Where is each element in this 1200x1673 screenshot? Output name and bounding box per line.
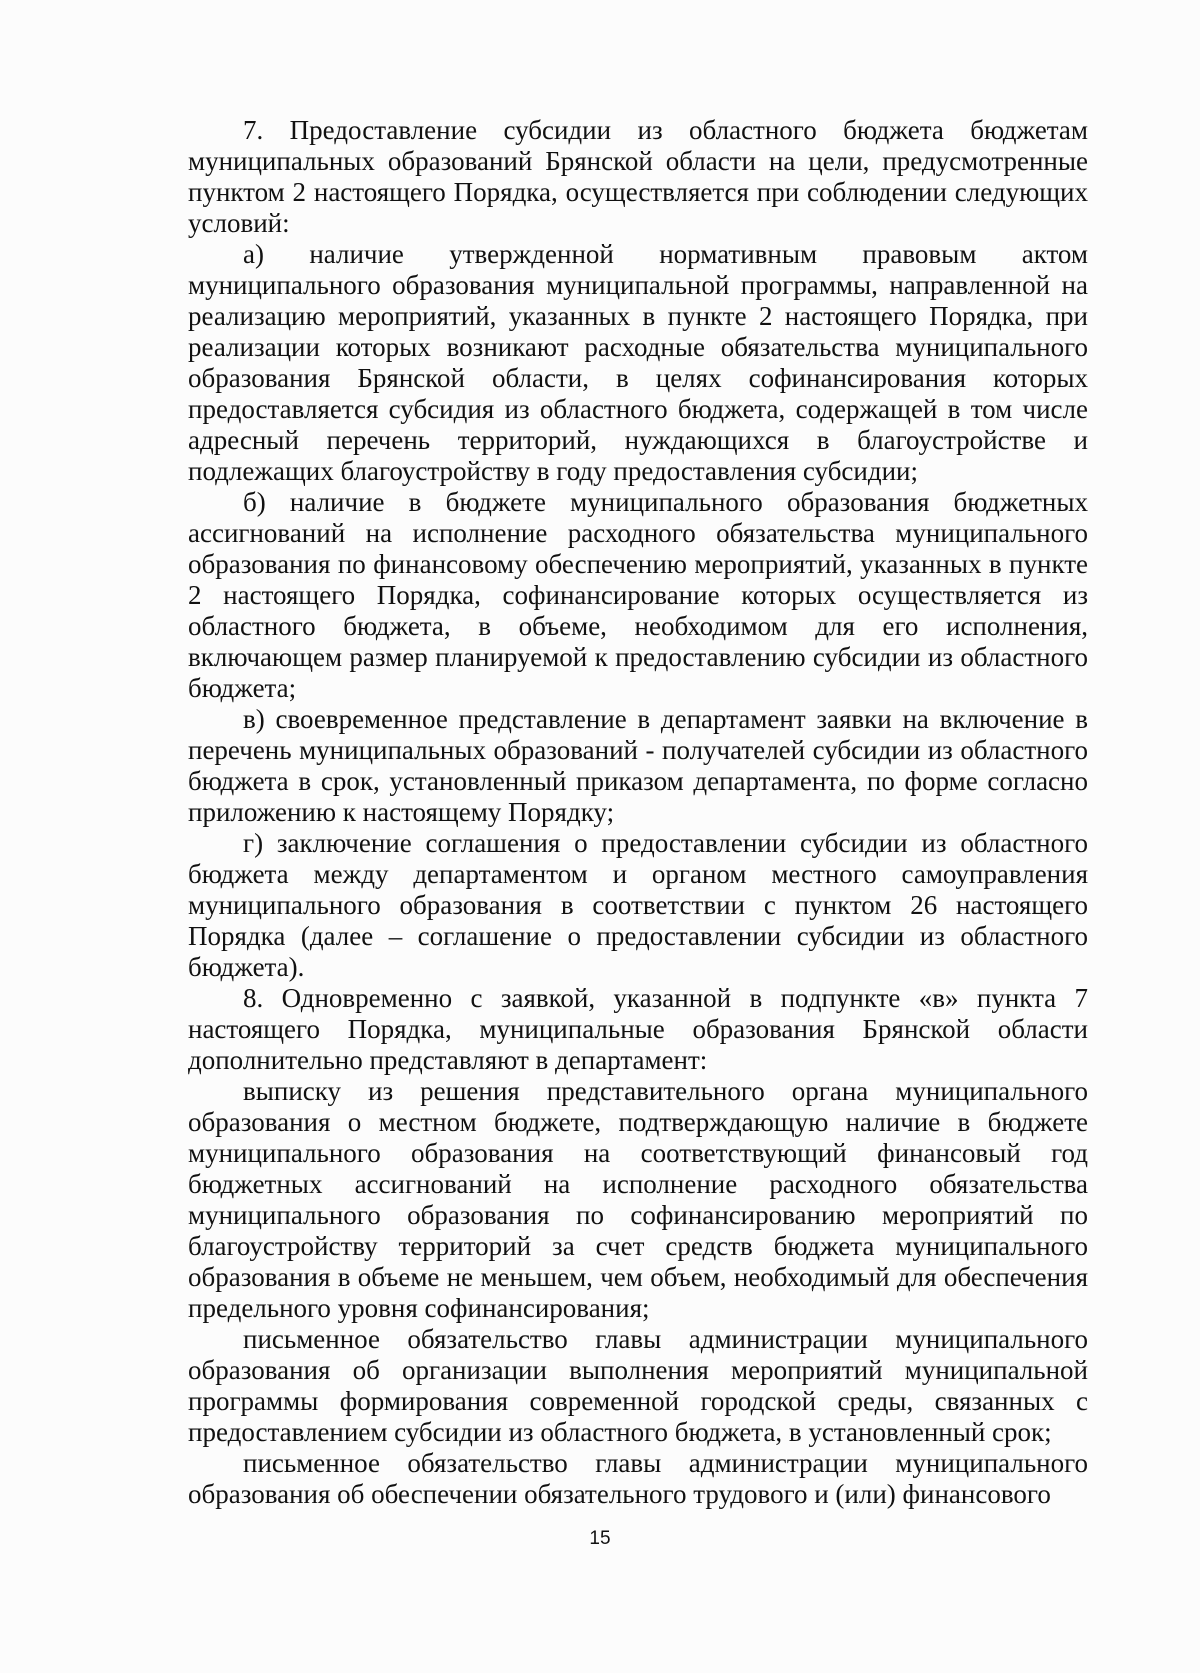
document-body bbox=[188, 115, 1088, 1510]
paragraph-written-obligation-organization: письменное обязательство главы администрации муниципального образования об организации выполнения мероприятий муниципальной программы формирования современной городской среды, связанных с предоставлением субсидии из областного бюджета, в установленный срок; bbox=[188, 1324, 1088, 1447]
paragraph-written-obligation-participation: письменное обязательство главы администрации муниципального образования об обеспечении обязательного трудового и (или) финансового bbox=[188, 1448, 1088, 1509]
paragraph-item-8: 8. Одновременно с заявкой, указанной в подпункте «в» пункта 7 настоящего Порядка, муниципальные образования Брянской области дополнительно представляют в департамент: bbox=[188, 983, 1088, 1075]
paragraph-budget-extract: выписку из решения представительного органа муниципального образования о местном бюджете, подтверждающую наличие в бюджете муниципального образования на соответствующий финансовый год бюджетных ассигнований на исполнение расходного обязательства муниципального образования по софинансированию мероприятий по благоустройству территорий за счет средств бюджета муниципального образования в объеме не меньшем, чем объем, необходимый для обеспечения предельного уровня софинансирования; bbox=[188, 1076, 1088, 1323]
paragraph-subitem-b: б) наличие в бюджете муниципального образования бюджетных ассигнований на исполнение расходного обязательства муниципального образования по финансовому обеспечению мероприятий, указанных в пункте 2 настоящего Порядка, софинансирование которых осуществляется из областного бюджета, в объеме, необходимом для его исполнения, включающем размер планируемой к предоставлению субсидии из областного бюджета; bbox=[188, 487, 1088, 703]
paragraph-subitem-a: а) наличие утвержденной нормативным правовым актом муниципального образования муниципальной программы, направленной на реализацию мероприятий, указанных в пункте 2 настоящего Порядка, при реализации которых возникают расходные обязательства муниципального образования Брянской области, в целях софинансирования которых предоставляется субсидия из областного бюджета, содержащей в том числе адресный перечень территорий, нуждающихся в благоустройстве и подлежащих благоустройству в году предоставления субсидии; bbox=[188, 239, 1088, 486]
paragraph-item-7: 7. Предоставление субсидии из областного бюджета бюджетам муниципальных образований Брянской области на цели, предусмотренные пунктом 2 настоящего Порядка, осуществляется при соблюдении следующих условий: bbox=[188, 115, 1088, 238]
paragraph-subitem-g: г) заключение соглашения о предоставлении субсидии из областного бюджета между департаментом и органом местного самоуправления муниципального образования в соответствии с пунктом 26 настоящего Порядка (далее – соглашение о предоставлении субсидии из областного бюджета). bbox=[188, 828, 1088, 982]
page-number: 15 bbox=[589, 1528, 611, 1549]
paragraph-subitem-v: в) своевременное представление в департамент заявки на включение в перечень муниципальных образований - получателей субсидии из областного бюджета в срок, установленный приказом департамента, по форме согласно приложению к настоящему Порядку; bbox=[188, 704, 1088, 827]
